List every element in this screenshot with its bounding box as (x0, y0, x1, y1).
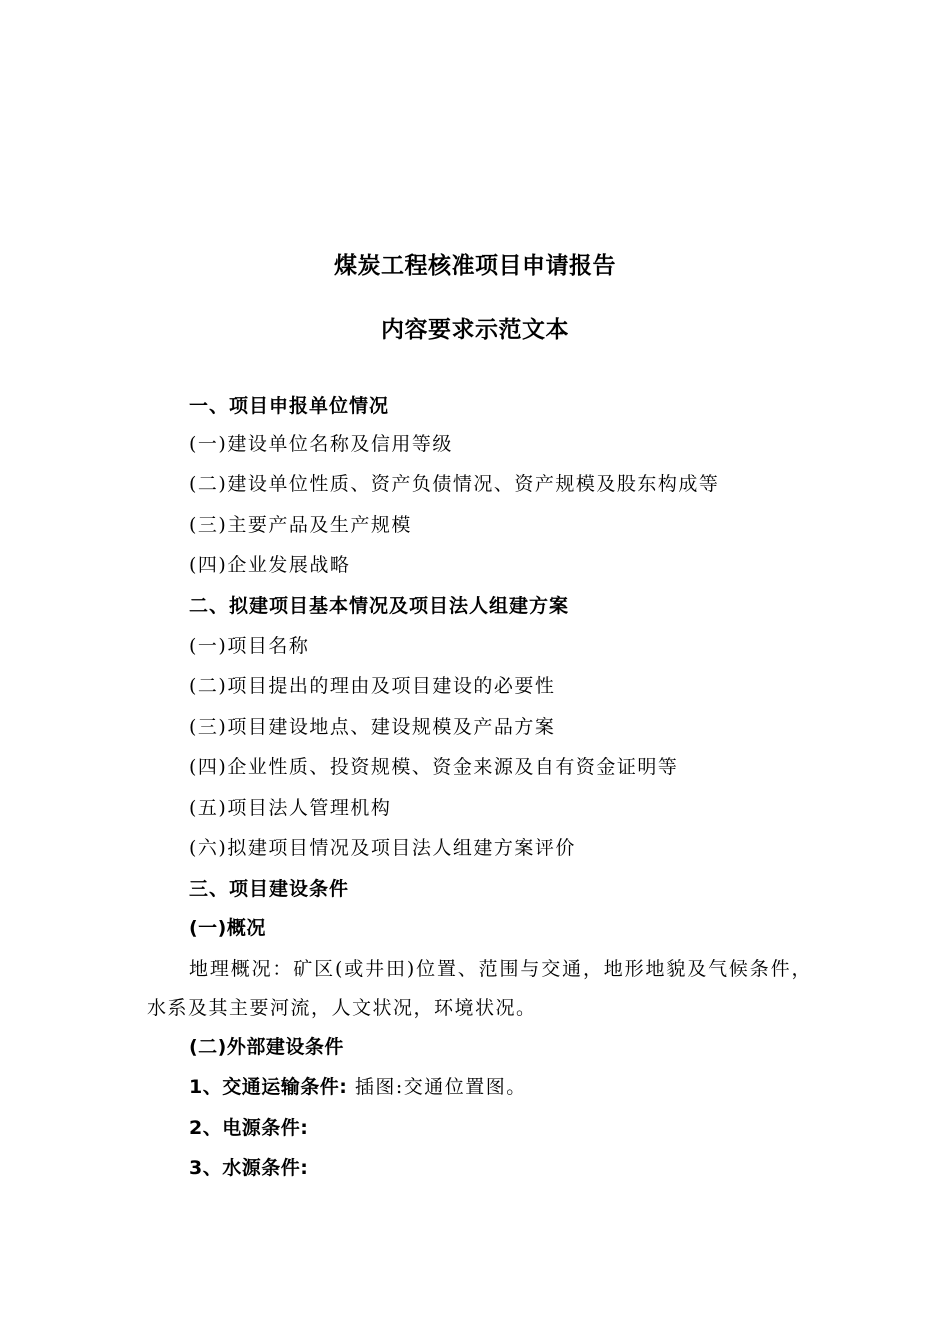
section-1-heading: 一、项目申报单位情况 (189, 395, 390, 417)
list-item: (三)主要产品及生产规模 (189, 514, 412, 536)
list-item: (二)建设单位性质、资产负债情况、资产规模及股东构成等 (189, 473, 720, 495)
list-item: (四)企业性质、投资规模、资金来源及自有资金证明等 (189, 756, 679, 778)
list-item: (五)项目法人管理机构 (189, 797, 392, 819)
item-text: 插图:交通位置图。 (347, 1076, 527, 1098)
list-item: 2、电源条件: (189, 1117, 309, 1139)
list-item: 3、水源条件: (189, 1157, 309, 1179)
geography-paragraph: 地理概况：矿区(或井田)位置、范围与交通，地形地貌及气候条件，水系及其主要河流，人文状况，环境状况。 (147, 958, 812, 1019)
list-item (189, 1074, 527, 1100)
document-subtitle: 内容要求示范文本 (381, 317, 569, 343)
list-item: (一)项目名称 (189, 635, 310, 657)
list-item: (二)项目提出的理由及项目建设的必要性 (189, 675, 556, 697)
item-label: 1、交通运输条件: (189, 1076, 348, 1098)
list-item: (三)项目建设地点、建设规模及产品方案 (189, 716, 556, 738)
list-item: (四)企业发展战略 (189, 554, 351, 576)
list-item: (一)建设单位名称及信用等级 (189, 433, 453, 455)
section-2-heading: 二、拟建项目基本情况及项目法人组建方案 (189, 595, 570, 617)
subsection-heading: (二)外部建设条件 (189, 1036, 344, 1058)
document-title: 煤炭工程核准项目申请报告 (334, 253, 616, 279)
subsection-heading: (一)概况 (189, 917, 266, 939)
list-item: (六)拟建项目情况及项目法人组建方案评价 (189, 837, 576, 859)
section-3-heading: 三、项目建设条件 (189, 878, 350, 900)
